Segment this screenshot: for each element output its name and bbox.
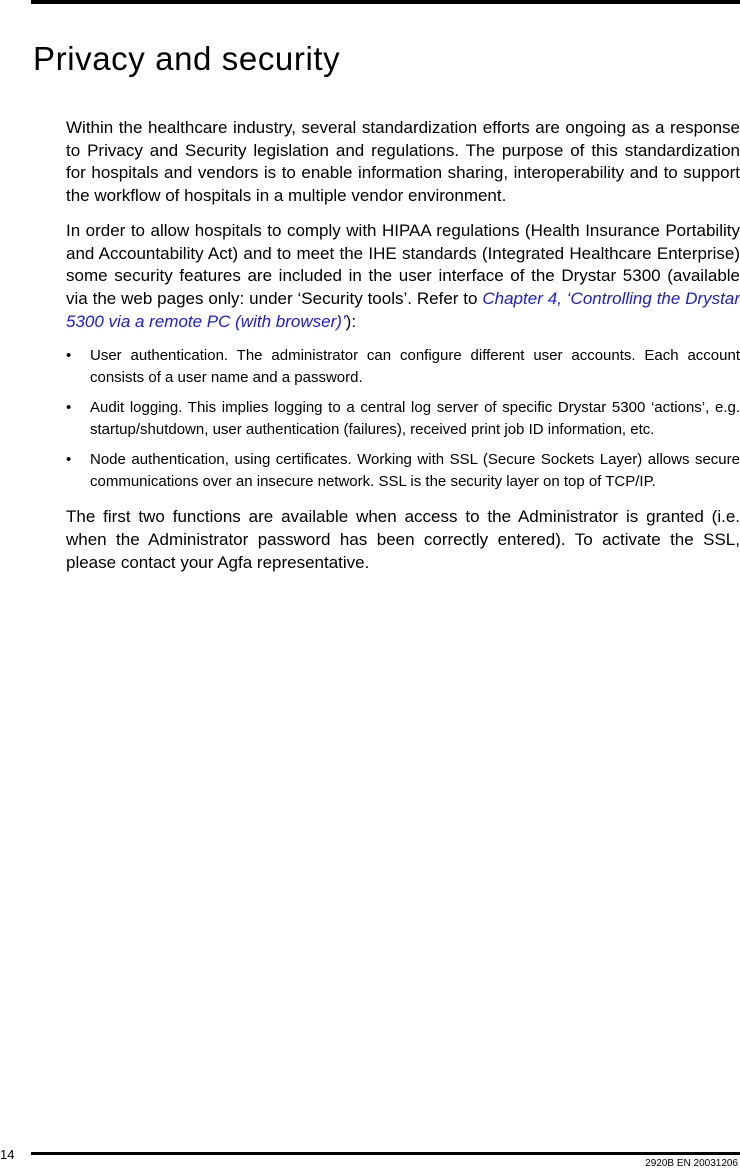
list-item-text: User authentication. The administrator can configure different user accounts. Each account consists of a user name and a password.: [90, 347, 740, 386]
bullet-icon: •: [66, 451, 72, 469]
hipaa-paragraph: [66, 220, 740, 334]
list-item-audit-logging: [66, 397, 740, 440]
bullet-icon: •: [66, 347, 72, 365]
page-number: 14: [0, 1147, 15, 1162]
administrator-paragraph: The first two functions are available when access to the Administrator is granted (i.e. when the Administrator password has been correctly entered). To activate the SSL, please contact your Agfa representative.: [66, 507, 740, 572]
body-text: [66, 117, 740, 586]
bottom-rule: [31, 1152, 740, 1155]
chapter-4-link[interactable]: Chapter 4, ‘Controlling the Drystar 5300 via a remote PC (with browser)’: [66, 288, 740, 331]
list-item-user-authentication: [66, 345, 740, 388]
hipaa-paragraph-text: In order to allow hospitals to comply with HIPAA regulations (Health Insurance Portability and Accountability Act) and to meet the IHE standards (Integrated Healthcare Enterprise) some security features are included in the user interface of the Drystar 5300 (available via the web pages only: under ‘Security tools’. Refer to: [66, 220, 740, 308]
list-item-text: Node authentication, using certificates. Working with SSL (Secure Sockets Layer) allows secure communications over an insecure network. SSL is the security layer on top of TCP/IP.: [90, 451, 740, 490]
hipaa-paragraph-end: ):: [345, 311, 357, 331]
list-item-text: Audit logging. This implies logging to a central log server of specific Drystar 5300 ‘actions’, e.g. startup/shutdown, user authentication (failures), received print job ID information, etc.: [90, 399, 740, 438]
list-item-node-authentication: [66, 449, 740, 492]
top-rule: [31, 0, 740, 4]
intro-paragraph: Within the healthcare industry, several standardization efforts are ongoing as a response to Privacy and Security legislation and regulations. The purpose of this standardization for hospitals and vendors is to enable information sharing, interoperability and to support the workflow of hospitals in a multiple vendor environment.: [66, 118, 740, 206]
document-code: 2920B EN 20031206: [645, 1158, 738, 1169]
page-title: Privacy and security: [33, 40, 341, 77]
security-features-list: [66, 345, 740, 492]
bullet-icon: •: [66, 399, 72, 417]
